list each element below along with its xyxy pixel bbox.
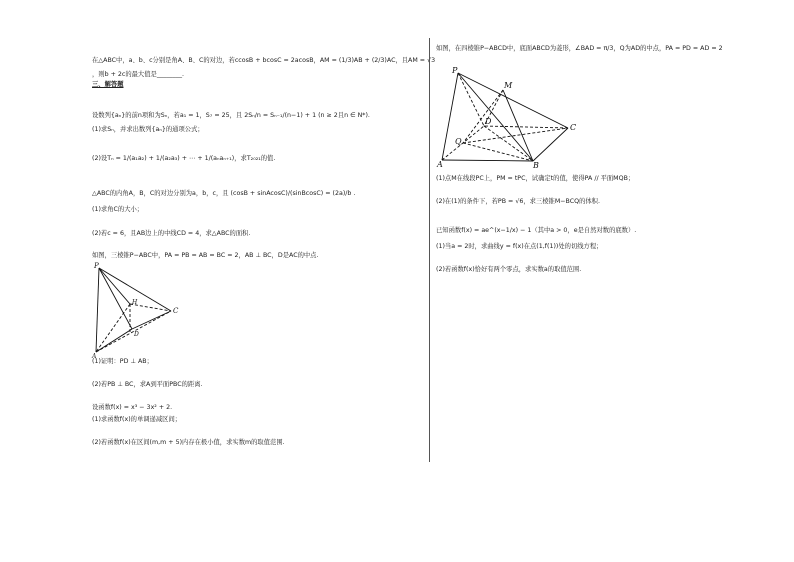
edge-cd: [484, 126, 568, 128]
pyramid-question-part1: (1)证明：PD ⊥ AB；: [92, 358, 153, 365]
edge-pc: [458, 73, 568, 128]
edge-pb: [458, 73, 533, 161]
label-m: M: [504, 81, 513, 90]
sequence-question-stem: 设数列{aₙ}的前n项和为Sₙ，若a₁ = 1，S₇ = 25，且 2Sₙ/n = Sₙ₋₁/(n−1) + 1 (n ≥ 2且n ∈ N*).: [92, 112, 370, 119]
label-d: D: [485, 117, 492, 126]
quad-pyramid-question-stem: 如图，在四棱锥P−ABCD中，底面ABCD为菱形，∠BAD = π/3，Q为AD的中点，PA = PD = AD = 2: [436, 45, 723, 52]
triangle-question-part2: (2)若c = 6，且AB边上的中线CD = 4，求△ABC的面积.: [92, 230, 251, 237]
function-question-part1: (1)求函数f(x)的单调递减区间；: [92, 416, 182, 423]
label-p: P: [452, 66, 458, 75]
label-a: A: [437, 160, 443, 169]
quad-pyramid-question-part1: (1)点M在线段PC上，PM = tPC，试确定t的值，使得PA // 平面MQB；: [436, 175, 635, 182]
edge-bc: [533, 128, 568, 161]
label-h: H: [132, 299, 138, 306]
sequence-question-part2: (2)设Tₙ = 1/(a₁a₂) + 1/(a₂a₃) + ⋯ + 1/(aₙaₙ₊₁)，求T₂₀₂₁的值.: [92, 155, 276, 162]
edge-pb: [99, 268, 132, 329]
edge-pa: [442, 73, 458, 160]
quad-pyramid-question-part2: (2)在(1)的条件下，若PB = √6，求三棱锥M−BCQ的体积.: [436, 198, 600, 205]
edge-bc: [132, 311, 171, 329]
column-divider: [429, 38, 430, 462]
exp-function-question-part1: (1)当a = 2时，求曲线y = f(x)在点(1,f(1))处的切线方程；: [436, 243, 603, 250]
label-b: B: [533, 161, 539, 170]
function-question-part2: (2)若函数f(x)在区间(m,m + 5)内存在极小值，求实数m的取值范围.: [92, 439, 285, 446]
vector-question-line1: 在△ABC中，a、b、c分别是角A、B、C的对边，若ccosB + bcosC = 2acosB，AM = (1/3)AB + (2/3)AC，且AM = √3: [92, 57, 436, 64]
vector-question-line2: ，则b + 2c的最大值是________.: [92, 71, 185, 78]
label-c: C: [173, 307, 179, 315]
exp-function-question-stem: 已知函数f(x) = ae^(x−1/x) − 1（其中a > 0，e是自然对数的底数）.: [436, 227, 637, 234]
segment-ha: [96, 304, 130, 352]
label-d: D: [134, 331, 139, 338]
triangle-question-part1: (1)求角C的大小；: [92, 206, 144, 213]
function-question-stem: 设函数f(x) = x³ − 3x² + 2.: [92, 404, 173, 411]
edge-pa: [96, 268, 99, 352]
section-title: 三、解答题: [92, 81, 124, 88]
exp-function-question-part2: (2)若函数f(x)恰好有两个零点，求实数a的取值范围.: [436, 266, 582, 273]
pyramid-question-stem: 如图，三棱锥P−ABC中，PA = PB = AB = BC = 2，AB ⊥ BC，D是AC的中点.: [92, 252, 319, 259]
quad-pyramid-figure: [436, 64, 596, 169]
label-a: A: [92, 353, 97, 360]
pyramid-figure: [88, 262, 188, 362]
segment-qb: [463, 143, 533, 161]
label-p: P: [94, 262, 99, 270]
triangle-question-stem: △ABC的内角A，B，C的对边分别为a，b，c，且 (cosB + sinAcosC)/(sinBcosC) = (2a)/b .: [92, 190, 356, 197]
segment-ph: [99, 268, 130, 304]
pyramid-question-part2: (2)若PB ⊥ BC，求A到平面PBC的距离.: [92, 381, 203, 388]
edge-ab: [442, 160, 533, 161]
label-q: Q: [455, 137, 462, 146]
label-c: C: [570, 123, 577, 132]
sequence-question-part1: (1)求Sₙ，并求出数列{aₙ}的通项公式；: [92, 126, 204, 133]
